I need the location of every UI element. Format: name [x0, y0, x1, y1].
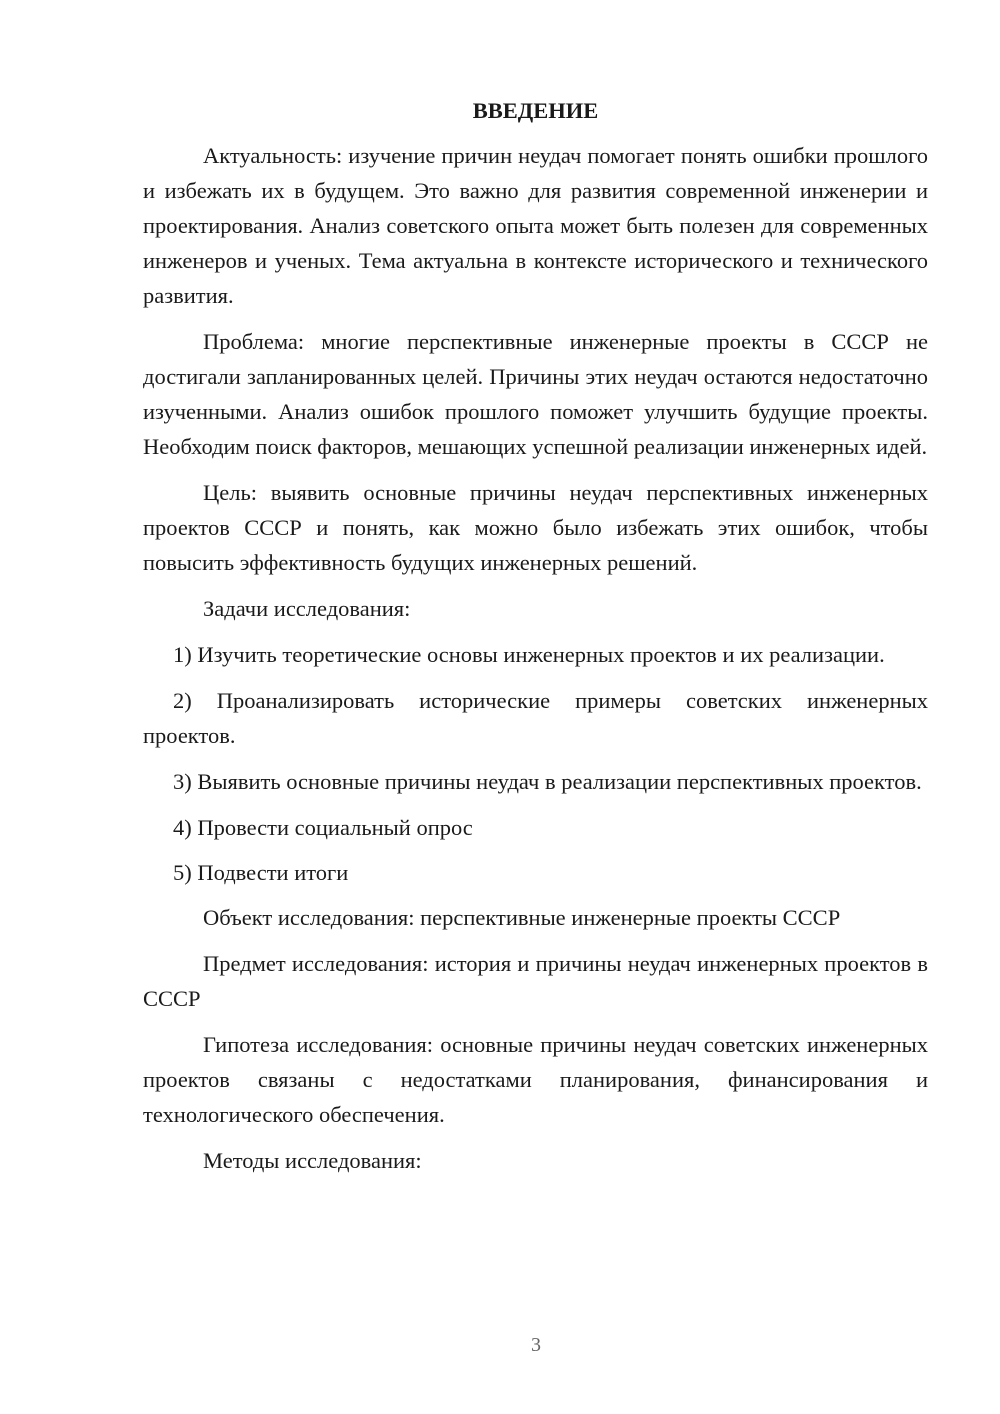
relevance-paragraph: Актуальность: изучение причин неудач помогает понять ошибки прошлого и избежать их в будущем. Это важно для развития современной инженерии и проектирования. Анализ советского опыта может быть полезен для современных инженеров и ученых. Тема актуальна в контексте исторического и технического развития. [143, 143, 928, 308]
page-body [143, 96, 928, 1189]
task-item-1: 1) Изучить теоретические основы инженерных проектов и их реализации. [173, 642, 885, 667]
task-item-5: 5) Подвести итоги [173, 860, 349, 885]
task-item-2: 2) Проанализировать исторические примеры советских инженерных проектов. [143, 688, 928, 748]
methods-heading: Методы исследования: [203, 1148, 422, 1173]
section-title: ВВЕДЕНИЕ [472, 98, 599, 123]
tasks-heading: Задачи исследования: [203, 596, 411, 621]
hypothesis-paragraph: Гипотеза исследования: основные причины неудач советских инженерных проектов связаны с недостатками планирования, финансирования и технологического обеспечения. [143, 1032, 928, 1127]
task-item-3: 3) Выявить основные причины неудач в реализации перспективных проектов. [173, 769, 922, 794]
object-paragraph: Объект исследования: перспективные инженерные проекты СССР [203, 905, 841, 930]
task-item-4: 4) Провести социальный опрос [173, 815, 473, 840]
page-number: 3 [531, 1334, 541, 1356]
problem-paragraph: Проблема: многие перспективные инженерные проекты в СССР не достигали запланированных целей. Причины этих неудач остаются недостаточно изученными. Анализ ошибок прошлого поможет улучшить будущие проекты. Необходим поиск факторов, мешающих успешной реализации инженерных идей. [143, 329, 928, 459]
subject-paragraph: Предмет исследования: история и причины неудач инженерных проектов в СССР [143, 951, 928, 1011]
goal-paragraph: Цель: выявить основные причины неудач перспективных инженерных проектов СССР и понять, как можно было избежать этих ошибок, чтобы повысить эффективность будущих инженерных решений. [143, 480, 928, 575]
